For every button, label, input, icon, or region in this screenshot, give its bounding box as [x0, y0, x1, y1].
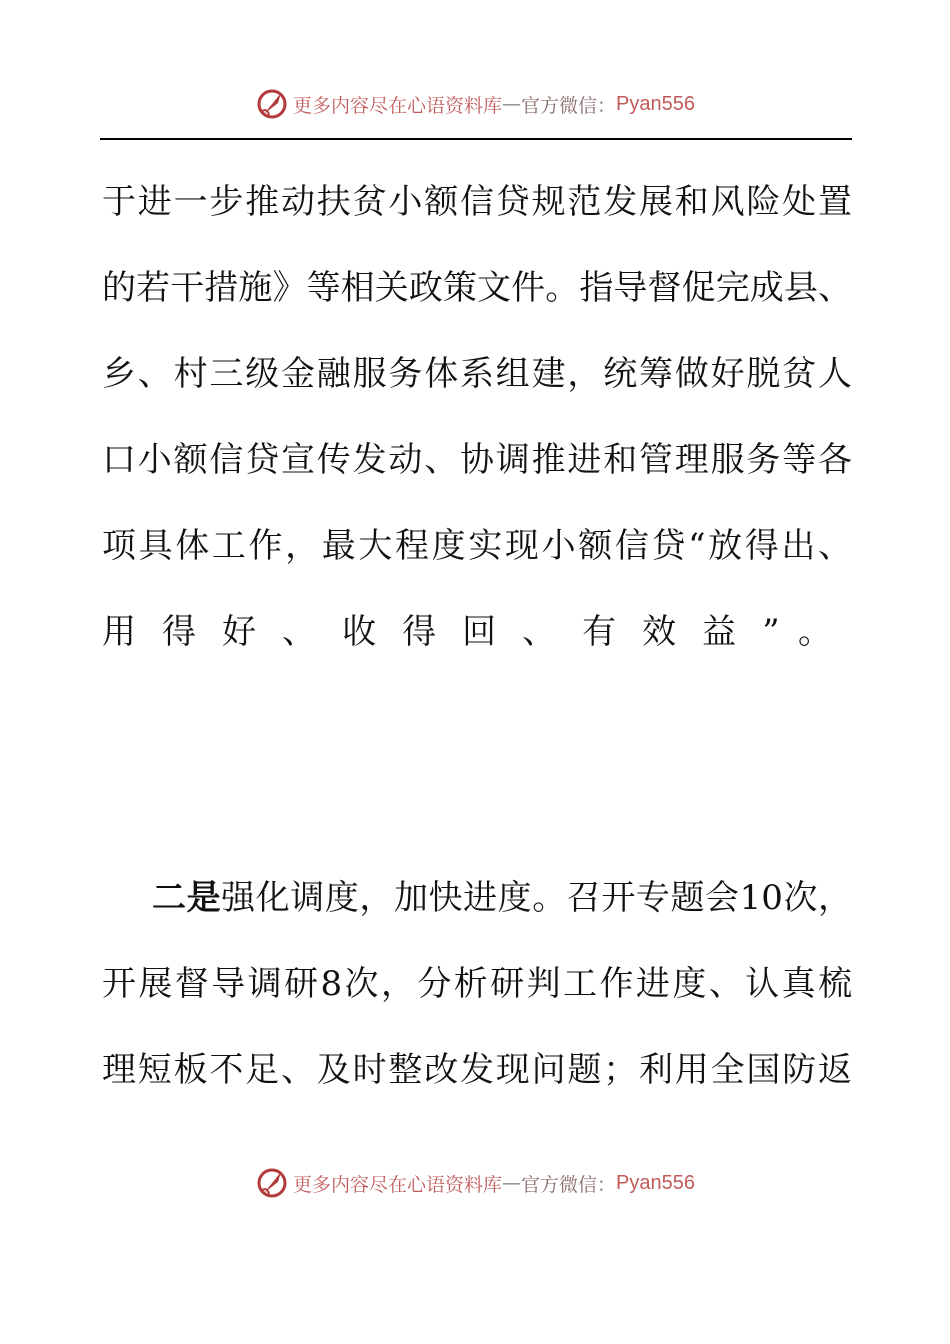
text-line-rest: 强化调度，加快进度。召开专题会10次，: [221, 878, 853, 918]
watermark-separator: —: [502, 1172, 522, 1194]
watermark-site-text: 更多内容尽在心语资料库: [293, 1173, 503, 1196]
text-line: 的若干措施》等相关政策文件。指导督促完成县、: [102, 268, 852, 308]
watermark-wechat-id: Pyan556: [616, 92, 695, 115]
text-line: 用 得 好 、 收 得 回 、 有 效 益 ” 。: [102, 612, 832, 652]
watermark-wechat-label: 官方微信：: [521, 94, 617, 117]
paragraph-lead: 二是: [152, 878, 222, 918]
watermark-site-text: 更多内容尽在心语资料库: [293, 94, 503, 117]
watermark-separator: —: [502, 93, 522, 115]
watermark-wechat-label: 官方微信：: [521, 1173, 617, 1196]
text-line: 于进一步推动扶贫小额信贷规范发展和风险处置: [102, 182, 852, 222]
text-line: 口小额信贷宣传发动、协调推进和管理服务等各: [102, 440, 852, 480]
header-rule: [100, 138, 852, 140]
text-line: 项具体工作，最大程度实现小额信贷“放得出、: [102, 526, 852, 566]
quill-pen-logo-icon: [255, 1166, 289, 1200]
text-line: 理短板不足、及时整改发现问题；利用全国防返: [102, 1050, 852, 1090]
watermark-wechat-id: Pyan556: [616, 1171, 695, 1194]
footer-watermark: [0, 1163, 950, 1203]
quill-pen-logo-icon: [255, 87, 289, 121]
text-line: 乡、村三级金融服务体系组建，统筹做好脱贫人: [102, 354, 852, 394]
text-line: 开展督导调研8次，分析研判工作进度、认真梳: [102, 964, 852, 1004]
text-line-lead: [102, 876, 852, 920]
header-watermark: [0, 84, 950, 124]
